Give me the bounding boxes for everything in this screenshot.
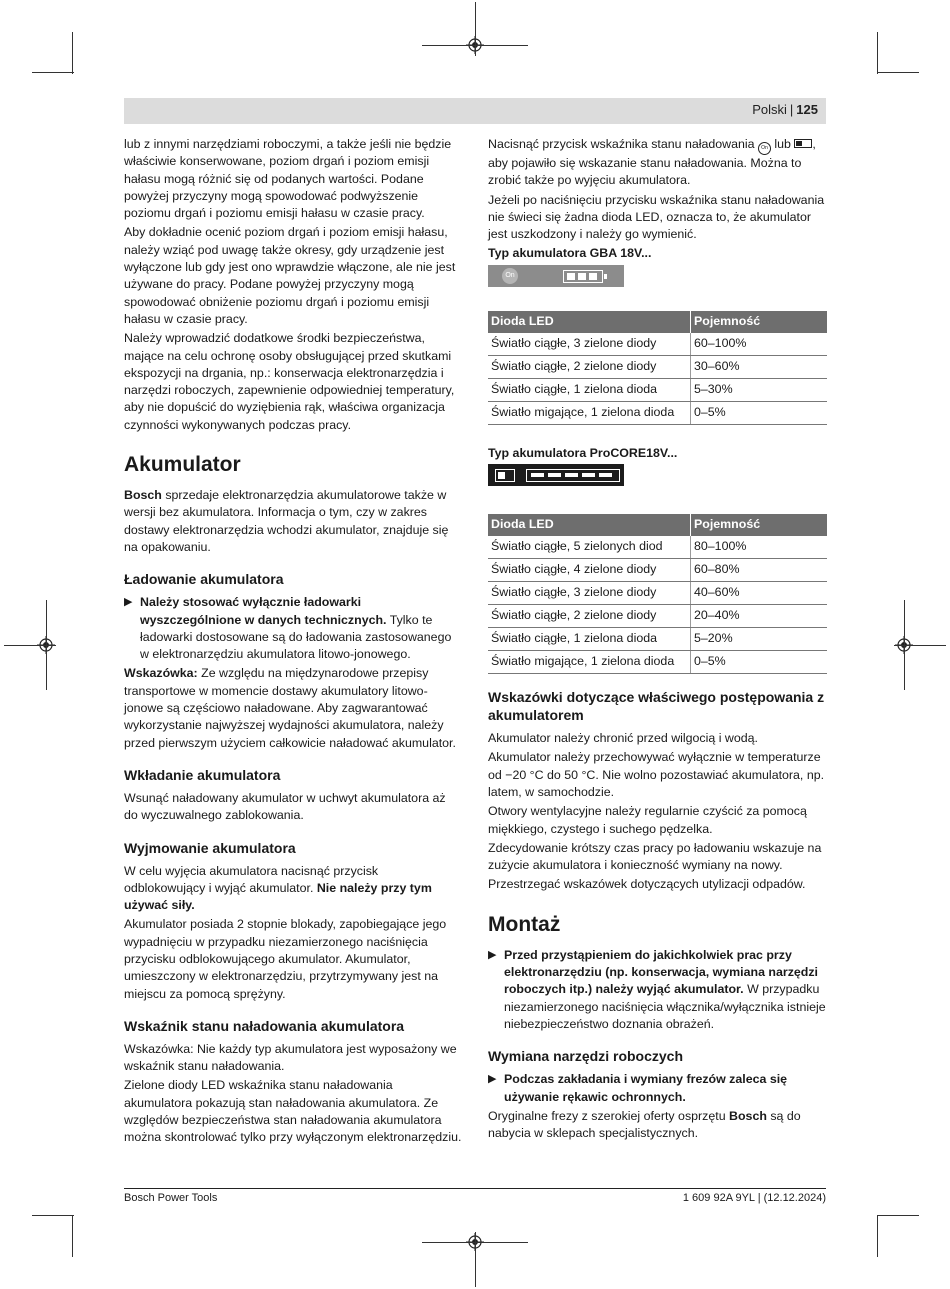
footer-rule: [124, 1188, 826, 1189]
paragraph: Akumulator należy przechowywać wyłącznie w temperaturze od −20 °C do 50 °C. Nie wolno pozostawiać akumulatora, np. latem, w samochodzie.: [488, 750, 825, 799]
left-column: [124, 136, 462, 1149]
battery-type-label: Typ akumulatora ProCORE18V...: [488, 445, 678, 460]
page-header: [124, 98, 826, 124]
paragraph: Akumulator należy chronić przed wilgocią i wodą.: [488, 731, 758, 746]
table-cell: Światło ciągłe, 3 zielone diody: [488, 333, 691, 356]
crop-mark: [877, 1215, 919, 1216]
paragraph: [488, 136, 827, 190]
battery-cell: [578, 273, 586, 280]
table-cell: Światło ciągłe, 2 zielone diody: [488, 605, 691, 628]
table-cell: 40–60%: [691, 582, 828, 605]
table-cell: Światło ciągłe, 1 zielona dioda: [488, 628, 691, 651]
note-text: Ze względu na międzynarodowe przepisy transportowe w momencie dostawy akumulatory litowo-jonowe są częściowo naładowane. Aby zagwarantować wykorzystanie najwyższej wydajności akumulatora, należy przed pierwszym użyciem całkowicie naładować akumulator.: [124, 666, 456, 750]
paragraph-text: Oryginalne frezy z szerokiej oferty osprzętu: [488, 1108, 730, 1123]
bullet-text: W przypadku niezamierzonego naciśnięcia włącznika/wyłącznika istnieje niebezpieczeństwo doznania obrażeń.: [504, 982, 826, 1031]
bullet-arrow-icon: ▶: [488, 948, 497, 961]
footer-doc-id: 1 609 92A 9YL | (12.12.2024): [682, 1192, 826, 1204]
section-title-montaz: Montaż: [488, 912, 561, 936]
table-cell: 80–100%: [691, 536, 828, 559]
table-cell: Światło ciągłe, 3 zielone diody: [488, 582, 691, 605]
crop-mark: [72, 1215, 73, 1257]
battery-bar: [526, 469, 620, 482]
table-cell: Światło ciągłe, 1 zielona dioda: [488, 378, 691, 401]
paragraph: lub z innymi narzędziami roboczymi, a także jeśli nie będzie właściwie konserwowane, poziom drgań i poziom emisji hałasu mogą różnić się od podanych wartości. Podane powyżej przyczyny mogą spowodować podwyższenie poziomu drgań i poziomu emisji hałasu w czasie pracy.: [124, 137, 452, 221]
bullet-text: Tylko te ładowarki dostosowane są do ładowania zastosowanego w elektronarzędziu akumulatora litowo-jonowego.: [140, 612, 452, 662]
paragraph-text: lub: [770, 137, 795, 151]
crop-mark: [877, 72, 919, 73]
crop-mark: [32, 1215, 74, 1216]
note-label: Wskazówka:: [124, 666, 198, 681]
paragraph-text: W celu wyjęcia akumulatora nacisnąć przycisk odblokowujący i wyjąć akumulator.: [124, 863, 379, 895]
bullet-item: [488, 1071, 827, 1106]
bullet-arrow-icon: ▶: [124, 596, 133, 609]
table-row: [488, 605, 827, 628]
paragraph: Przestrzegać wskazówek dotyczących utylizacji odpadów.: [488, 877, 806, 892]
table-header-row: [488, 311, 827, 333]
battery-button-icon: [794, 139, 812, 148]
table-cell: Światło migające, 1 zielona dioda: [488, 401, 691, 424]
table-cell: 0–5%: [691, 651, 828, 674]
table-cell: Światło ciągłe, 4 zielone diody: [488, 559, 691, 582]
bullet-arrow-icon: ▶: [488, 1073, 497, 1086]
bullet-item: [488, 947, 827, 1033]
crop-mark: [877, 1215, 878, 1257]
table-header: Pojemność: [691, 514, 828, 536]
paragraph: [488, 1108, 827, 1143]
reg-line: [475, 1232, 476, 1287]
battery-segment: [599, 473, 612, 477]
paragraph: Należy wprowadzić dodatkowe środki bezpieczeństwa, mające na celu ochronę osoby obsługującej przed skutkami ekspozycji na drgania, np.: konserwacja elektronarzędzia i narzędzi roboczych, zapewnienie odpowiedniej temperatury, aby nie dopuścić do wyziębienia rąk, właściwa organizacja czynności wykonywanych podczas pracy.: [124, 331, 455, 432]
table-cell: 20–40%: [691, 605, 828, 628]
page-number: 125: [796, 102, 818, 117]
battery-icon: [563, 270, 603, 283]
paragraph: Otwory wentylacyjne należy regularnie czyścić za pomocą miękkiego, czystego i suchego pędzelka.: [488, 804, 807, 836]
paragraph: [124, 863, 462, 915]
subsection-title-wskazowki: Wskazówki dotyczące właściwego postępowania z akumulatorem: [488, 689, 825, 724]
bullet-bold: Przed przystąpieniem do jakichkolwiek prac przy elektronarzędziu (np. konserwacja, wymiana narzędzi roboczych itp.) należy wyjąć akumulator.: [504, 947, 818, 997]
table-cell: 5–30%: [691, 378, 828, 401]
led-table-procore: [488, 514, 827, 674]
battery-cell: [589, 273, 597, 280]
table-row: [488, 582, 827, 605]
table-cell: Światło ciągłe, 2 zielone diody: [488, 355, 691, 378]
table-header: Dioda LED: [488, 514, 691, 536]
reg-line: [894, 645, 946, 646]
subsection-title-ladowanie: Ładowanie akumulatora: [124, 571, 284, 588]
table-cell: 5–20%: [691, 628, 828, 651]
footer-brand: Bosch Power Tools: [124, 1192, 218, 1204]
table-cell: 0–5%: [691, 401, 828, 424]
table-cell: Światło ciągłe, 5 zielonych diod: [488, 536, 691, 559]
battery-button-icon: [495, 469, 515, 482]
table-cell: Światło migające, 1 zielona dioda: [488, 651, 691, 674]
crop-mark: [72, 32, 73, 74]
paragraph: Aby dokładnie ocenić poziom drgań i poziom emisji hałasu, należy wziąć pod uwagę także okresy, gdy urządzenie jest wyłączone lub gdy jest ono wprawdzie włączone, ale nie jest używane do pracy. Podane powyżej przyczyny mogą spowodować obniżenie poziomu drgań i poziomu emisji hałasu w czasie pracy.: [124, 225, 456, 326]
header-language: Polski: [752, 102, 787, 117]
crop-mark: [32, 72, 74, 73]
battery-cell: [567, 273, 575, 280]
gba-charge-indicator: [488, 265, 624, 287]
battery-segment: [548, 473, 561, 477]
right-column: [488, 136, 827, 1144]
battery-segment: [565, 473, 578, 477]
crop-mark: [877, 32, 878, 74]
paragraph: Zdecydowanie krótszy czas pracy po ładowaniu wskazuje na zużycie akumulatora i konieczność wymiany na nowy.: [488, 840, 822, 873]
battery-segment: [582, 473, 595, 477]
table-row: [488, 651, 827, 674]
battery-tip: [604, 274, 607, 279]
warning-bold: Nie należy przy tym używać siły.: [124, 880, 432, 913]
header-text: [752, 102, 818, 117]
battery-segment: [531, 473, 544, 477]
header-separator: |: [789, 102, 794, 117]
on-button-icon: On: [758, 142, 771, 155]
table-row: [488, 333, 827, 356]
table-row: [488, 378, 827, 401]
procore-charge-indicator: [488, 464, 624, 486]
table-row: [488, 355, 827, 378]
battery-type-label: Typ akumulatora GBA 18V...: [488, 246, 652, 261]
table-row: [488, 559, 827, 582]
paragraph: Zielone diody LED wskaźnika stanu naładowania akumulatora pokazują stan naładowania akumulatora. Ze względów bezpieczeństwa stan naładowania akumulatora można skontrolować tylko przy wyłączonym elektronarzędziu.: [124, 1078, 462, 1145]
paragraph-text: są do nabycia w sklepach specjalistycznych.: [488, 1108, 801, 1141]
table-header: Dioda LED: [488, 311, 691, 333]
subsection-title-wyjmowanie: Wyjmowanie akumulatora: [124, 839, 296, 856]
paragraph: [124, 665, 462, 751]
paragraph-text: , aby pojawiło się wskazanie stanu naładowania. Można to zrobić także po wyjęciu akumulatora.: [488, 137, 816, 188]
on-button-icon: On: [502, 268, 518, 284]
led-table-gba: [488, 311, 827, 425]
paragraph: Akumulator posiada 2 stopnie blokady, zapobiegające jego wypadnięciu w przypadku niezamierzonego naciśnięcia przycisku odblokowującego akumulator. Akumulator, umieszczony w elektronarzędziu, przytrzymywany jest na miejscu za pomocą sprężyny.: [124, 917, 447, 1001]
table-cell: 60–80%: [691, 559, 828, 582]
brand-name: Bosch: [124, 488, 162, 503]
section-title-akumulator: Akumulator: [124, 453, 241, 477]
table-cell: 60–100%: [691, 333, 828, 356]
subsection-title-wymiana: Wymiana narzędzi roboczych: [488, 1048, 684, 1065]
paragraph: Wskazówka: Nie każdy typ akumulatora jest wyposażony we wskaźnik stanu naładowania.: [124, 1041, 457, 1074]
table-row: [488, 536, 827, 559]
reg-line: [475, 2, 476, 56]
table-row: [488, 401, 827, 424]
bullet-bold: Należy stosować wyłącznie ładowarki wyszczególnione w danych technicznych.: [140, 595, 387, 627]
paragraph-text: sprzedaje elektronarzędzia akumulatorowe także w wersji bez akumulatora. Informacja o tym, czy w zakres dostawy elektronarzędzia wchodzi akumulator, znajduje się na opakowaniu.: [124, 488, 449, 554]
subsection-title-wskaznik: Wskaźnik stanu naładowania akumulatora: [124, 1017, 405, 1034]
table-row: [488, 628, 827, 651]
bullet-item: [124, 594, 462, 663]
table-header: Pojemność: [691, 311, 828, 333]
paragraph: Jeżeli po naciśnięciu przycisku wskaźnika stanu naładowania nie świeci się żadna dioda LED, oznacza to, że akumulator jest uszkodzony i należy go wymienić.: [488, 192, 825, 242]
reg-line: [4, 645, 56, 646]
paragraph: Wsunąć naładowany akumulator w uchwyt akumulatora aż do wyczuwalnego zablokowania.: [124, 790, 446, 823]
table-header-row: [488, 514, 827, 536]
table-cell: 30–60%: [691, 355, 828, 378]
paragraph: [124, 487, 462, 556]
subsection-title-wkladanie: Wkładanie akumulatora: [124, 766, 281, 783]
paragraph-text: Nacisnąć przycisk wskaźnika stanu naładowania: [488, 137, 758, 151]
bullet-bold: Podczas zakładania i wymiany frezów zaleca się używanie rękawic ochronnych.: [504, 1072, 788, 1104]
brand-name: Bosch: [729, 1108, 767, 1123]
